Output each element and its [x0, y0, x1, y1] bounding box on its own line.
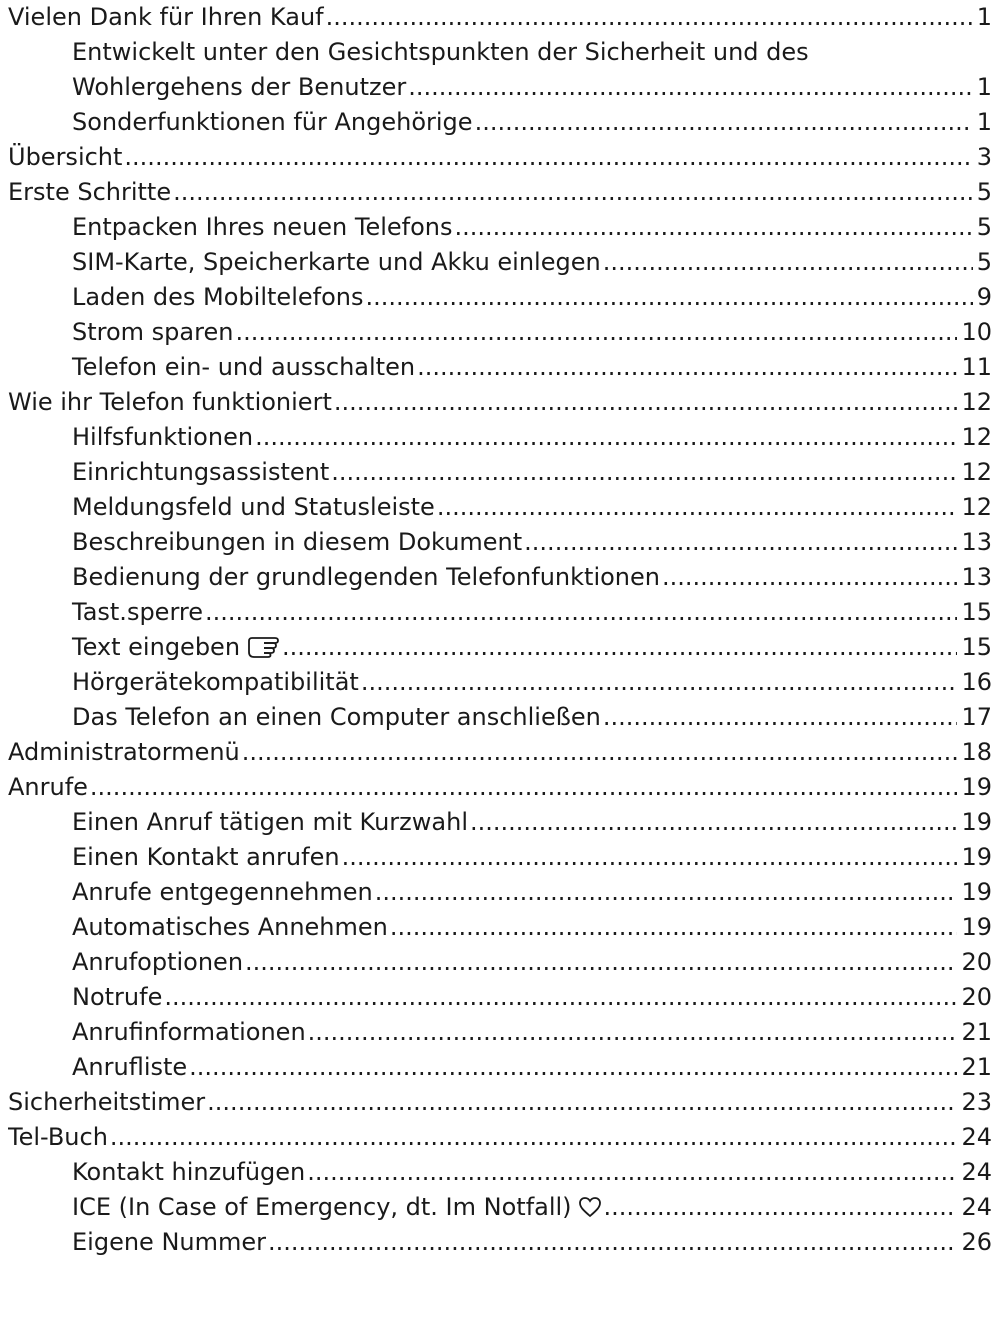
toc-page-number: 21 — [961, 1053, 992, 1081]
table-of-contents — [8, 0, 992, 1260]
toc-page-number: 19 — [961, 843, 992, 871]
toc-section-entry[interactable] — [8, 665, 992, 700]
toc-entry-title: Eigene Nummer — [72, 1228, 266, 1256]
toc-dot-leader — [334, 385, 958, 420]
toc-entry-title: Bedienung der grundlegenden Telefonfunktionen — [72, 563, 660, 591]
toc-page-number: 10 — [961, 318, 992, 346]
toc-section-entry[interactable] — [8, 455, 992, 490]
toc-dot-leader — [408, 70, 973, 105]
toc-page-number: 12 — [961, 388, 992, 416]
toc-entry-title: Sicherheitstimer — [8, 1088, 206, 1116]
toc-entry-title: Administratormenü — [8, 738, 240, 766]
toc-entry-title: Text eingeben — [72, 633, 241, 661]
pointing-hand-icon — [246, 630, 280, 665]
toc-entry-title: Einen Kontakt anrufen — [72, 843, 340, 871]
toc-page-number: 9 — [976, 283, 992, 311]
toc-dot-leader — [308, 1015, 958, 1050]
toc-entry-title: Anrufinformationen — [72, 1018, 306, 1046]
toc-section-entry[interactable] — [8, 805, 992, 840]
toc-dot-leader — [524, 525, 957, 560]
toc-section-entry[interactable] — [8, 630, 992, 665]
toc-dot-leader — [245, 945, 957, 980]
toc-section-entry[interactable] — [8, 595, 992, 630]
toc-page-number: 19 — [961, 913, 992, 941]
toc-entry-title: Hilfsfunktionen — [72, 423, 254, 451]
toc-page-number: 13 — [961, 528, 992, 556]
toc-section-entry[interactable] — [8, 560, 992, 595]
toc-dot-leader — [255, 420, 957, 455]
toc-dot-leader — [282, 630, 957, 665]
toc-page-number: 20 — [961, 983, 992, 1011]
toc-page-number: 21 — [961, 1018, 992, 1046]
toc-entry-title: Entpacken Ihres neuen Telefons — [72, 213, 453, 241]
toc-chapter-entry[interactable] — [8, 385, 992, 420]
toc-entry-title: Hörgerätekompatibilität — [72, 668, 359, 696]
toc-entry-title: Einrichtungsassistent — [72, 458, 330, 486]
toc-dot-leader — [242, 735, 958, 770]
toc-section-entry[interactable] — [8, 875, 992, 910]
toc-page-number: 24 — [961, 1158, 992, 1186]
toc-entry-title: Anrufliste — [72, 1053, 188, 1081]
toc-dot-leader — [205, 595, 957, 630]
toc-dot-leader — [164, 980, 957, 1015]
toc-section-entry[interactable] — [8, 525, 992, 560]
toc-section-entry[interactable] — [8, 980, 992, 1015]
toc-entry-title: SIM-Karte, Speicherkarte und Akku einlegen — [72, 248, 601, 276]
toc-dot-leader — [331, 455, 957, 490]
toc-page-number: 26 — [961, 1228, 992, 1256]
toc-section-entry[interactable] — [8, 490, 992, 525]
toc-dot-leader — [475, 105, 973, 140]
toc-section-entry[interactable] — [8, 910, 992, 945]
toc-entry-title: Anrufe — [8, 773, 88, 801]
toc-section-entry[interactable] — [8, 280, 992, 315]
toc-page-number: 15 — [961, 598, 992, 626]
toc-entry-title: Beschreibungen in diesem Dokument — [72, 528, 523, 556]
toc-dot-leader — [455, 210, 973, 245]
toc-chapter-entry[interactable] — [8, 1120, 992, 1155]
toc-dot-leader — [110, 1120, 958, 1155]
toc-section-entry[interactable] — [8, 420, 992, 455]
heart-outline-icon — [578, 1190, 602, 1225]
toc-section-entry[interactable] — [8, 350, 992, 385]
toc-page-number: 13 — [961, 563, 992, 591]
toc-entry-title-line-2: Wohlergehens der Benutzer ..... 1 — [72, 70, 992, 105]
toc-section-entry[interactable] — [8, 840, 992, 875]
toc-page-number: 23 — [961, 1088, 992, 1116]
toc-dot-leader — [365, 280, 972, 315]
toc-entry-title: Wie ihr Telefon funktioniert — [8, 388, 332, 416]
toc-chapter-entry[interactable] — [8, 770, 992, 805]
toc-page-number: 17 — [961, 703, 992, 731]
toc-dot-leader — [342, 840, 958, 875]
toc-page-number: 15 — [961, 633, 992, 661]
toc-dot-leader — [437, 490, 958, 525]
toc-section-entry[interactable] — [8, 35, 992, 105]
toc-chapter-entry[interactable] — [8, 175, 992, 210]
toc-dot-leader — [90, 770, 958, 805]
toc-section-entry[interactable] — [8, 1050, 992, 1085]
toc-dot-leader — [417, 350, 957, 385]
toc-entry-title: Telefon ein- und ausschalten — [72, 353, 416, 381]
toc-dot-leader — [124, 140, 972, 175]
toc-chapter-entry[interactable] — [8, 735, 992, 770]
toc-dot-leader — [235, 315, 957, 350]
toc-section-entry[interactable] — [8, 315, 992, 350]
toc-page-number: 19 — [961, 773, 992, 801]
toc-page-number: 19 — [961, 808, 992, 836]
toc-section-entry[interactable] — [8, 945, 992, 980]
toc-page-number: 18 — [961, 738, 992, 766]
toc-section-entry[interactable] — [8, 1155, 992, 1190]
toc-dot-leader — [326, 0, 973, 35]
toc-dot-leader — [268, 1225, 957, 1260]
toc-page-number: 16 — [961, 668, 992, 696]
toc-entry-title: Sonderfunktionen für Angehörige — [72, 108, 473, 136]
toc-entry-title: Anrufoptionen — [72, 948, 244, 976]
toc-entry-title: Erste Schritte — [8, 178, 172, 206]
toc-page-number: 24 — [961, 1193, 992, 1221]
toc-page-number: 5 — [976, 248, 992, 276]
toc-page-number: 19 — [961, 878, 992, 906]
toc-entry-title: Notrufe — [72, 983, 163, 1011]
toc-entry-title: Laden des Mobiltelefons — [72, 283, 364, 311]
toc-dot-leader — [603, 700, 958, 735]
toc-section-entry[interactable] — [8, 245, 992, 280]
toc-entry-title: Übersicht — [8, 143, 123, 171]
toc-dot-leader — [189, 1050, 957, 1085]
toc-entry-title: Vielen Dank für Ihren Kauf — [8, 3, 324, 31]
toc-page-number: 3 — [976, 143, 992, 171]
toc-entry-title: ICE (In Case of Emergency, dt. Im Notfall) — [72, 1193, 572, 1221]
toc-entry-title: Tast.sperre — [72, 598, 203, 626]
toc-page-number: 5 — [976, 213, 992, 241]
toc-entry-title: Anrufe entgegennehmen — [72, 878, 373, 906]
toc-page-number: 1 — [976, 108, 992, 136]
toc-page-number: 20 — [961, 948, 992, 976]
toc-page-number: 1 — [976, 3, 992, 31]
toc-section-entry[interactable] — [8, 1015, 992, 1050]
toc-section-entry[interactable] — [8, 105, 992, 140]
toc-entry-title: Einen Anruf tätigen mit Kurzwahl — [72, 808, 468, 836]
toc-chapter-entry[interactable] — [8, 0, 992, 35]
toc-page-number: 12 — [961, 423, 992, 451]
toc-page-number: 1 — [976, 73, 992, 101]
toc-chapter-entry[interactable] — [8, 1085, 992, 1120]
toc-entry-title: Kontakt hinzufügen — [72, 1158, 306, 1186]
toc-section-entry[interactable] — [8, 210, 992, 245]
toc-page-number: 11 — [961, 353, 992, 381]
toc-dot-leader — [361, 665, 958, 700]
toc-entry-title: Automatisches Annehmen — [72, 913, 388, 941]
toc-dot-leader — [173, 175, 973, 210]
toc-section-entry[interactable] — [8, 1225, 992, 1260]
toc-chapter-entry[interactable] — [8, 140, 992, 175]
toc-page-number: 12 — [961, 458, 992, 486]
toc-dot-leader — [662, 560, 957, 595]
toc-dot-leader — [470, 805, 957, 840]
toc-entry-title: Das Telefon an einen Computer anschließen — [72, 703, 601, 731]
toc-dot-leader — [603, 245, 973, 280]
toc-entry-title: Meldungsfeld und Statusleiste — [72, 493, 435, 521]
toc-entry-title: Tel-Buch — [8, 1123, 108, 1151]
toc-entry-title: Strom sparen — [72, 318, 234, 346]
toc-dot-leader — [307, 1155, 957, 1190]
toc-dot-leader — [390, 910, 958, 945]
toc-section-entry[interactable] — [8, 700, 992, 735]
toc-page-number: 12 — [961, 493, 992, 521]
toc-dot-leader — [207, 1085, 957, 1120]
toc-page-number: 5 — [976, 178, 992, 206]
toc-section-entry[interactable] — [8, 1190, 992, 1225]
toc-entry-title-line-1: Entwickelt unter den Gesichtspunkten der Sicherheit und des — [72, 38, 809, 66]
toc-dot-leader — [375, 875, 958, 910]
toc-page-number: 24 — [961, 1123, 992, 1151]
toc-dot-leader — [604, 1190, 958, 1225]
